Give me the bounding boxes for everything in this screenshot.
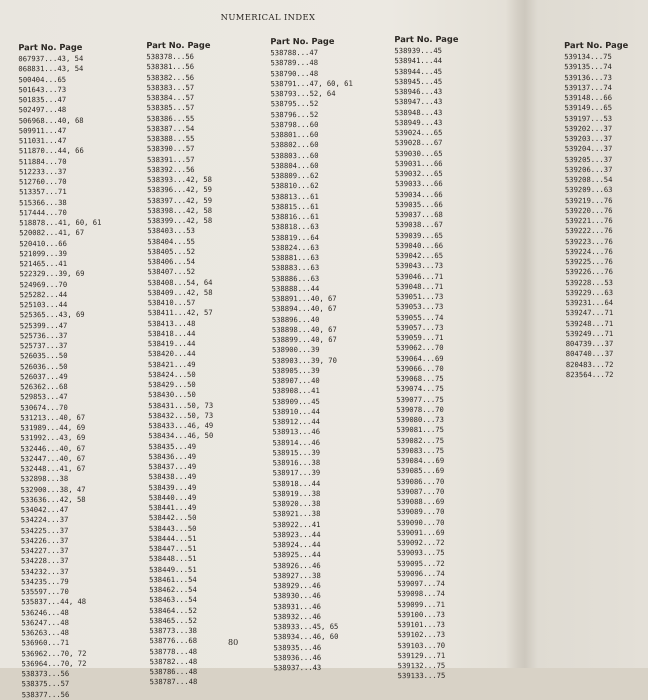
index-entry: 539031...66 [394,158,443,168]
index-entry: 538803...60 [270,150,319,160]
index-entry: 538907...40 [272,375,320,386]
index-entry: 539206...37 [564,164,613,174]
index-entry: 538433...46, 49 [148,420,214,431]
index-entry: 539053...73 [395,302,444,312]
index-entry: 539037...68 [395,209,443,220]
index-entry: 539093...75 [397,548,445,558]
index-entry: 501835...47 [18,94,67,105]
index-entry: 538905...39 [272,365,320,375]
index-entry: 539220...76 [564,205,613,215]
index-entry: 538919...38 [272,488,321,498]
index-entry: 538899...40, 67 [271,334,337,345]
index-entry: 538948...43 [394,107,443,117]
index-entry: 539032...65 [395,168,443,179]
index-entry: 532447...40, 67 [20,453,86,463]
index-entry: 538802...60 [270,140,319,150]
index-entry: 538945...45 [394,76,443,86]
index-entry: 538813...61 [271,191,319,201]
index-entry: 534042...47 [20,504,69,515]
index-entry: 511884...70 [18,156,67,166]
index-entry: 538430...50 [148,390,196,400]
index-entry: 518878...41, 60, 61 [19,217,102,228]
index-entry: 501643...73 [18,84,67,94]
index-entry: 539132...75 [397,660,446,671]
index-entry: 539203...37 [564,133,613,144]
index-entry: 536960...71 [21,638,70,648]
index-entry: 539229...63 [565,287,614,297]
index-entry: 538449...51 [149,564,197,574]
index-entry: 538388...55 [146,133,195,144]
index-entry: 538398...42, 58 [147,205,213,215]
index-entry: 538776...68 [149,636,198,646]
index-entry: 538795...52 [270,99,319,109]
index-entry: 538448...51 [149,554,197,564]
index-entry: 068831...43, 54 [18,64,84,74]
index-entry: 539039...65 [395,230,443,240]
index-entry: 534227...37 [20,545,69,556]
index-entry: 538920...38 [272,498,321,509]
index-entry: 538789...48 [270,58,319,68]
index-entry: 539202...37 [564,123,613,133]
index-entry: 534232...37 [21,566,69,576]
index-entry: 538385...57 [146,103,195,113]
index-entry: 539209...63 [564,185,613,195]
index-entry: 539043...73 [395,261,444,271]
index-column-5 [564,38,630,380]
index-entry: 538914...46 [272,437,321,447]
index-entry: 539208...54 [564,174,613,185]
index-entry: 538788...47 [270,47,319,58]
index-entry: 539134...75 [564,51,612,62]
index-entry: 509911...47 [18,125,67,135]
index-entry: 538375...57 [21,679,70,689]
index-entry: 538381...56 [146,62,195,72]
index-entry: 529853...47 [20,392,68,402]
index-entry: 538782...48 [149,656,198,666]
index-entry: 538910...44 [272,406,320,416]
index-entry: 538798...60 [270,119,319,129]
index-entry: 539068...75 [396,373,444,384]
index-entry: 539225...76 [565,256,613,267]
index-entry: 511031...47 [18,135,67,146]
index-entry: 538810...62 [271,181,319,191]
index-entry: 538932...46 [273,611,322,621]
index-entry: 525737...37 [19,340,68,351]
index-entry: 536246...48 [21,607,69,617]
index-entry: 534224...37 [20,515,69,525]
index-entry: 538918...44 [272,478,321,488]
index-entry: 539226...76 [565,267,613,277]
index-entry: 538424...50 [148,369,196,379]
index-entry: 538815...61 [271,201,319,211]
index-entry: 538386...55 [146,113,195,123]
index-entry: 538923...44 [272,529,321,539]
index-entry: 539091...69 [396,527,445,537]
index-entry: 539247...71 [565,308,614,318]
index-entry: 539074...75 [396,384,444,394]
index-entry: 538411...42, 57 [147,308,213,318]
index-entry: 538896...40 [271,314,320,324]
index-entry: 538434...46, 50 [148,431,214,441]
index-entry: 530674...70 [20,402,68,412]
index-entry: 539066...70 [396,363,444,373]
index-entry: 538926...46 [273,560,321,570]
index-entry: 524969...70 [19,279,68,289]
index-entry: 538939...45 [394,45,443,56]
index-entry: 538824...63 [271,242,320,252]
index-entry: 538409...42, 58 [147,287,213,297]
index-entry: 538809...62 [271,170,319,181]
index-entry: 538397...42, 59 [147,195,213,205]
index-entry: 538900...39 [271,345,320,355]
index-entry: 539048...71 [395,281,444,291]
index-entry: 538933...45, 65 [273,621,339,632]
index-entry: 538373...56 [21,668,70,679]
index-entry: 539038...67 [395,220,443,230]
entry-list [18,54,104,700]
index-entry: 538403...53 [147,226,195,236]
index-entry: 538818...63 [271,222,319,232]
index-entry: 538944...45 [394,66,443,76]
index-entry: 538391...57 [146,154,195,164]
index-entry: 538441...49 [148,502,197,513]
index-entry: 538420...44 [147,349,196,359]
index-entry: 538787...48 [149,677,198,687]
index-entry: 539096...74 [397,568,445,578]
index-entry: 538405...52 [147,246,196,256]
index-entry: 539133...75 [397,671,446,681]
index-entry: 538883...63 [271,263,320,273]
index-entry: 512760...70 [18,176,67,187]
index-entry: 538816...61 [271,211,319,222]
index-entry: 538396...42, 59 [147,185,213,195]
column-header: Part No. Page [270,35,335,47]
index-entry: 539087...70 [396,486,445,496]
index-entry: 539103...70 [397,640,446,650]
index-entry: 539204...37 [564,144,613,154]
index-entry: 539148...66 [564,92,613,103]
index-entry: 520410...66 [19,238,67,248]
index-entry: 539102...73 [397,630,446,640]
index-entry: 539101...73 [397,619,446,630]
index-entry: 539085...69 [396,466,445,476]
index-entry: 539040...66 [395,240,444,250]
column-header: Part No. Page [18,41,83,53]
index-entry: 539028...67 [394,138,443,148]
index-entry: 534225...37 [20,525,69,535]
index-entry: 539046...71 [395,271,444,281]
index-entry: 067937...43, 54 [18,53,84,64]
index-entry: 539221...76 [565,215,613,226]
index-entry: 538791...47, 60, 61 [270,78,353,88]
index-entry: 526362...68 [20,381,68,392]
index-entry: 538888...44 [271,283,320,293]
index-entry: 525736...37 [19,330,68,340]
index-entry: 531213...40, 67 [20,412,86,422]
index-entry: 539035...66 [395,199,443,209]
index-entry: 538937...43 [273,662,322,673]
index-entry: 538931...46 [273,601,321,611]
index-entry: 538393...42, 58 [147,174,212,185]
index-entry: 538382...56 [146,72,195,82]
index-entry: 539084...69 [396,455,445,466]
entry-list [270,48,355,674]
index-entry: 539205...37 [564,154,613,164]
index-entry: 538443...50 [148,523,197,533]
index-entry: 538444...51 [148,533,197,543]
entry-list [146,52,214,688]
index-entry: 538947...43 [394,97,443,107]
index-entry: 538915...39 [272,447,321,457]
index-entry: 538419...44 [147,338,196,349]
index-entry: 538387...54 [146,123,195,133]
index-entry: 536247...48 [21,617,69,627]
index-entry: 520082...41, 67 [19,228,85,238]
index-entry: 538949...43 [394,117,443,127]
index-entry: 539057...73 [395,322,444,332]
index-entry: 521465...41 [19,258,68,269]
index-entry: 532898...38 [20,474,69,484]
index-entry: 538404...55 [147,236,195,246]
index-entry: 531989...44, 69 [20,422,86,433]
index-entry: 539034...66 [395,189,443,199]
page-title: NUMERICAL INDEX [220,12,316,22]
index-entry: 538790...48 [270,68,319,78]
index-entry: 532448...41, 67 [20,463,86,474]
index-entry: 538439...49 [148,482,197,492]
index-entry: 526036...50 [19,361,68,371]
index-entry: 538909...45 [272,396,320,406]
index-entry: 539042...65 [395,250,444,261]
index-entry: 538930...46 [273,591,321,601]
index-entry: 538431...50, 73 [148,400,214,410]
index-entry: 538796...52 [270,109,319,119]
index-entry: 538383...57 [146,82,195,92]
index-entry: 538913...46 [272,427,321,437]
index-entry: 538894...40, 67 [271,304,337,314]
index-entry: 538463...54 [149,595,197,605]
index-entry: 538935...46 [273,642,322,652]
index-entry: 538916...38 [272,457,321,468]
index-entry: 539024...65 [394,127,443,138]
index-entry: 538436...49 [148,451,197,461]
index-entry: 538927...38 [273,570,321,580]
index-entry: 538413...48 [147,318,196,328]
index-entry: 539086...70 [396,476,445,486]
index-entry: 539090...70 [396,517,445,527]
index-entry: 539129...71 [397,650,446,660]
index-entry: 539078...70 [396,404,444,414]
index-entry: 538773...38 [149,625,198,636]
index-entry: 538390...57 [146,144,195,154]
index-entry: 532900...38, 47 [20,484,86,494]
entry-list [564,52,630,380]
index-entry: 539219...76 [564,195,613,205]
index-entry: 539228...53 [565,277,614,287]
index-entry: 538408...54, 64 [147,277,213,287]
index-entry: 538418...44 [147,328,196,338]
page-number: 80 [228,638,239,647]
index-entry: 538934...46, 60 [273,632,339,642]
index-entry: 526037...49 [20,371,68,381]
index-entry: 538437...49 [148,461,197,472]
index-entry: 539064...69 [395,353,444,363]
index-entry: 538925...44 [273,550,321,560]
index-entry: 538898...40, 67 [271,324,337,334]
index-entry: 538399...42, 58 [147,215,213,226]
index-entry: 535837...44, 48 [21,597,87,607]
column-header: Part No. Page [146,39,211,51]
index-entry: 538786...48 [149,666,198,677]
index-entry: 538924...44 [272,539,321,550]
index-entry: 538410...57 [147,297,196,308]
index-entry: 538912...44 [272,416,320,427]
index-entry: 538908...41 [272,386,320,396]
index-entry: 534226...37 [20,535,69,545]
index-entry: 539099...71 [397,599,445,609]
index-entry: 539100...73 [397,609,445,619]
index-entry: 534228...37 [20,556,69,566]
index-column-2 [146,38,214,688]
index-entry: 539077...75 [396,394,444,404]
index-entry: 539089...70 [396,507,445,517]
index-entry: 538462...54 [149,584,197,595]
index-entry: 538465...52 [149,615,197,625]
index-entry: 539033...66 [395,179,443,189]
index-entry: 539081...75 [396,425,445,435]
index-column-3 [270,34,356,674]
index-entry: 820483...72 [565,359,614,369]
index-entry: 539249...71 [565,328,614,338]
index-entry: 536263...48 [21,627,70,638]
index-entry: 538464...52 [149,605,197,615]
index-entry: 539082...75 [396,435,445,445]
index-entry: 539051...73 [395,291,444,302]
index-entry: 513357...71 [19,187,67,197]
index-entry: 538891...40, 67 [271,293,337,304]
index-entry: 539097...74 [397,578,445,589]
index-entry: 538804...60 [270,160,319,170]
index-entry: 539222...76 [565,226,613,236]
index-entry: 525282...44 [19,289,68,299]
index-entry: 538922...41 [272,519,321,529]
index-entry: 538946...43 [394,86,443,97]
index-entry: 539223...76 [565,236,613,246]
index-entry: 526035...50 [19,351,68,361]
index-entry: 539092...72 [396,537,445,548]
index-entry: 512233...37 [18,166,67,176]
index-entry: 539135...74 [564,62,612,72]
index-entry: 539197...53 [564,113,613,123]
index-entry: 538929...46 [273,580,321,591]
index-entry: 538429...50 [148,379,196,390]
index-entry: 511870...44, 66 [18,146,84,156]
index-entry: 804739...37 [565,338,614,349]
index-entry: 538392...56 [146,164,195,174]
index-entry: 538435...49 [148,441,197,451]
index-column-1 [18,40,104,700]
index-entry: 538384...57 [146,92,195,103]
index-entry: 538903...39, 70 [272,355,337,365]
index-entry: 502497...48 [18,105,67,115]
index-entry: 539248...71 [565,318,614,328]
index-entry: 538406...54 [147,256,196,267]
index-entry: 525365...43, 69 [19,310,85,320]
index-entry: 522329...39, 69 [19,269,85,279]
index-entry: 539080...73 [396,414,444,425]
index-entry: 538421...49 [147,359,196,369]
index-entry: 532446...40, 67 [20,443,86,453]
index-entry: 536962...70, 72 [21,648,87,658]
index-entry: 525103...44 [19,299,68,310]
index-entry: 538778...48 [149,646,198,656]
index-entry: 539231...64 [565,297,614,308]
index-entry: 538793...52, 64 [270,88,336,99]
index-entry: 538438...49 [148,472,197,482]
index-entry: 539224...76 [565,246,613,256]
index-entry: 536964...70, 72 [21,658,87,668]
index-entry: 538378...56 [146,51,195,62]
index-entry: 538886...63 [271,273,320,283]
index-entry: 538936...46 [273,652,322,662]
index-entry: 538917...39 [272,468,321,478]
index-entry: 538881...63 [271,252,320,263]
index-entry: 538921...38 [272,509,321,519]
index-entry: 538447...51 [148,543,197,554]
index-entry: 538442...50 [148,513,197,523]
index-entry: 539137...74 [564,82,612,92]
index-entry: 539030...65 [394,148,443,158]
index-entry: 539059...71 [395,332,444,343]
index-entry: 539088...69 [396,496,445,507]
index-entry: 534235...79 [21,576,69,586]
index-entry: 539098...74 [397,589,445,599]
index-entry: 539095...72 [397,558,445,568]
index-entry: 525399...47 [19,320,68,330]
index-entry: 804740...37 [565,349,614,359]
index-entry: 533636...42, 58 [20,494,86,504]
index-entry: 500404...65 [18,74,67,84]
index-entry: 521099...39 [19,248,68,258]
index-entry: 538377...56 [21,689,70,699]
index-entry: 506968...40, 68 [18,115,84,125]
column-header: Part No. Page [564,39,629,51]
index-entry: 515366...38 [19,197,67,207]
index-entry: 538461...54 [149,574,197,584]
index-entry: 539149...65 [564,103,613,113]
index-entry: 535597...70 [21,586,69,597]
index-entry: 538801...60 [270,129,319,140]
index-column-4 [394,32,462,682]
index-entry: 538440...49 [148,492,197,502]
index-entry: 823564...72 [565,369,614,379]
index-entry: 531992...43, 69 [20,433,86,443]
column-header: Part No. Page [394,33,459,45]
index-entry: 517444...70 [19,207,67,217]
index-entry: 539062...70 [395,343,444,353]
index-entry: 539136...73 [564,72,612,82]
entry-list [394,46,461,682]
index-entry: 538407...52 [147,267,196,277]
index-entry: 538432...50, 73 [148,410,214,420]
index-entry: 538819...64 [271,232,320,242]
index-entry: 539055...74 [395,312,444,322]
index-entry: 539083...75 [396,445,445,455]
index-entry: 538941...44 [394,56,443,66]
